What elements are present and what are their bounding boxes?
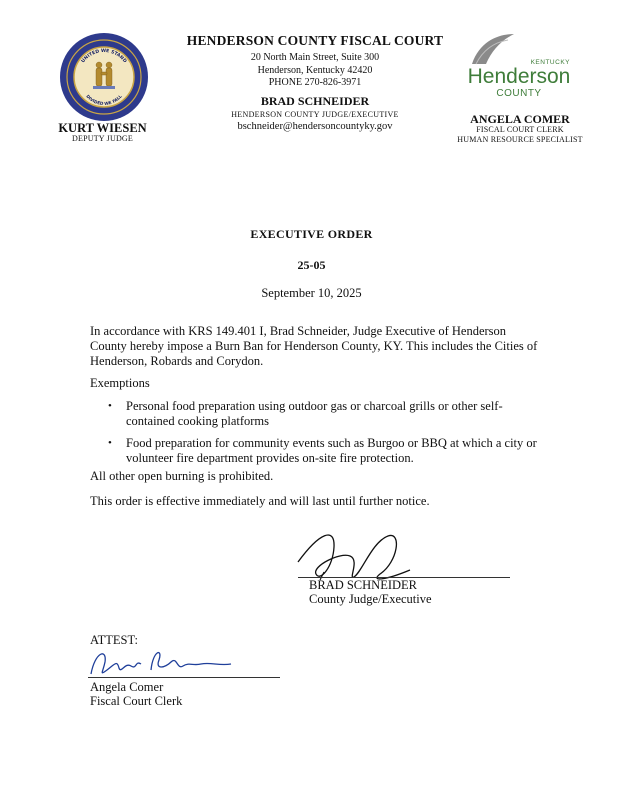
svg-text:KENTUCKY: KENTUCKY (530, 59, 570, 66)
prohibition-statement: All other open burning is prohibited. (90, 469, 274, 483)
intro-paragraph: In accordance with KRS 149.401 I, Brad Schneider, Judge Executive of Henderson County hereby impose a Burn Ban for Henderson County, KY. This includes the Cities of Henderson, Robards and Corydon. (90, 324, 538, 368)
bullet-icon: • (108, 437, 112, 449)
judge-name: BRAD SCHNEIDER (260, 93, 370, 108)
county-seal-icon (59, 32, 149, 122)
list-item (108, 399, 538, 429)
clerk-title-line-2: HUMAN RESOURCE SPECIALIST (457, 135, 583, 144)
clerk-signer-title: Fiscal Court Clerk (90, 694, 183, 708)
exemption-text: Food preparation for community events such as Burgoo or BBQ at which a city or volunteer fire department provides on-site fire protection. (126, 436, 537, 465)
attest-label: ATTEST: (90, 633, 138, 647)
svg-text:UNITED WE STAND: UNITED WE STAND (80, 48, 128, 65)
address-line-2: Henderson, Kentucky 42420 (257, 64, 373, 76)
list-item (108, 436, 538, 466)
clerk-name-header: ANGELA COMER (470, 112, 570, 126)
judge-signer-title: County Judge/Executive (309, 592, 432, 606)
address-line-1: 20 North Main Street, Suite 300 (250, 52, 380, 63)
effective-statement: This order is effective immediately and will last until further notice. (90, 494, 430, 508)
email-address: bschneider@hendersoncountyky.gov (237, 120, 393, 132)
clerk-signature-icon (85, 640, 235, 682)
exemptions-list (108, 399, 538, 473)
organization-name: HENDERSON COUNTY FISCAL COURT (186, 33, 444, 48)
order-title: EXECUTIVE ORDER (250, 227, 373, 241)
bullet-icon: • (108, 400, 112, 412)
deputy-judge-title: DEPUTY JUDGE (72, 134, 133, 143)
exemptions-label: Exemptions (90, 376, 150, 390)
order-number: 25-05 (297, 258, 326, 272)
svg-text:Henderson: Henderson (467, 65, 571, 88)
exemption-text: Personal food preparation using outdoor gas or charcoal grills or other self-contained cooking platforms (126, 399, 503, 428)
judge-signer-name: BRAD SCHNEIDER (309, 578, 417, 592)
clerk-signature-line (88, 677, 280, 678)
judge-title: HENDERSON COUNTY JUDGE/EXECUTIVE (231, 109, 399, 119)
phone-number: PHONE 270-826-3971 (268, 77, 362, 88)
svg-text:COUNTY: COUNTY (496, 88, 542, 99)
svg-text:DIVIDED WE FALL: DIVIDED WE FALL (85, 93, 123, 107)
clerk-signer-name: Angela Comer (90, 680, 164, 694)
deputy-judge-name: KURT WIESEN (58, 121, 147, 135)
letterhead-center (170, 33, 460, 132)
clerk-title-line-1: FISCAL COURT CLERK (476, 125, 564, 134)
order-date: September 10, 2025 (261, 286, 362, 300)
henderson-county-logo-icon (458, 30, 580, 102)
